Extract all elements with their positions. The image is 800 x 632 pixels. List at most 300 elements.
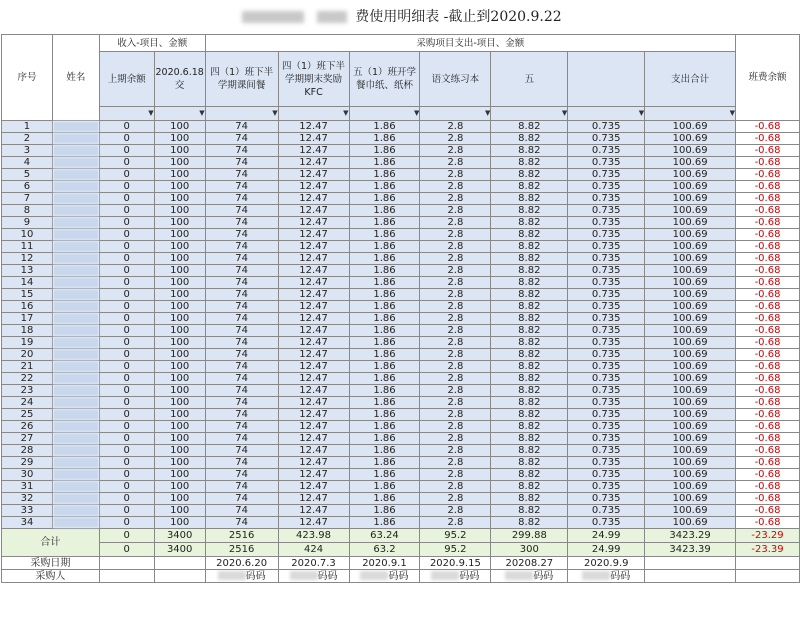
- table-cell: 0: [99, 337, 154, 349]
- table-cell: 8.82: [491, 241, 568, 253]
- table-cell: 2.8: [420, 181, 491, 193]
- table-cell: 100: [154, 445, 205, 457]
- table-cell: 100.69: [645, 181, 736, 193]
- column-header[interactable]: 四（1）班下半学期课间餐: [205, 52, 278, 107]
- table-cell: 0.735: [568, 217, 645, 229]
- table-cell: 74: [205, 325, 278, 337]
- table-cell: 1.86: [349, 409, 420, 421]
- table-row: [2, 421, 800, 433]
- table-cell: 74: [205, 289, 278, 301]
- table-cell: 100: [154, 433, 205, 445]
- table-cell: 8.82: [491, 205, 568, 217]
- table-cell: 12.47: [278, 481, 349, 493]
- table-cell: 100: [154, 349, 205, 361]
- table-cell: -0.68: [736, 193, 800, 205]
- redacted-text: [242, 11, 304, 23]
- table-cell: 31: [2, 481, 53, 493]
- filter-cell[interactable]: [491, 107, 568, 121]
- table-cell: 2.8: [420, 301, 491, 313]
- redacted-name-cell: [52, 397, 99, 409]
- empty-cell: [99, 570, 154, 583]
- table-cell: 0.735: [568, 193, 645, 205]
- total-cell: 95.2: [420, 543, 491, 557]
- table-cell: 1.86: [349, 241, 420, 253]
- total-cell: 24.99: [568, 529, 645, 543]
- table-cell: 100.69: [645, 229, 736, 241]
- table-cell: -0.68: [736, 469, 800, 481]
- redacted-text: [218, 571, 246, 580]
- column-header[interactable]: 2020.6.18交: [154, 52, 205, 107]
- table-cell: 74: [205, 229, 278, 241]
- total-cell: 3423.29: [645, 529, 736, 543]
- redacted-name-cell: [52, 121, 99, 133]
- dropdown-arrow-icon[interactable]: ▼: [638, 109, 645, 117]
- redacted-name-cell: [52, 265, 99, 277]
- redacted-name-cell: [52, 373, 99, 385]
- table-cell: 100: [154, 361, 205, 373]
- table-cell: 29: [2, 457, 53, 469]
- buyer-row: [2, 570, 800, 583]
- table-cell: 12.47: [278, 313, 349, 325]
- table-cell: -0.68: [736, 313, 800, 325]
- table-cell: 8.82: [491, 517, 568, 529]
- table-cell: 1.86: [349, 349, 420, 361]
- table-cell: 100.69: [645, 505, 736, 517]
- table-cell: -0.68: [736, 253, 800, 265]
- table-cell: 1.86: [349, 145, 420, 157]
- redacted-name-cell: [52, 505, 99, 517]
- redacted-name-cell: [52, 253, 99, 265]
- filter-cell[interactable]: [420, 107, 491, 121]
- table-cell: -0.68: [736, 385, 800, 397]
- redacted-name-cell: [52, 241, 99, 253]
- buyer-name: [349, 570, 420, 583]
- table-cell: -0.68: [736, 409, 800, 421]
- table-cell: 0.735: [568, 445, 645, 457]
- filter-cell[interactable]: [99, 107, 154, 121]
- table-cell: -0.68: [736, 373, 800, 385]
- table-cell: 74: [205, 373, 278, 385]
- table-cell: 74: [205, 181, 278, 193]
- table-cell: 74: [205, 469, 278, 481]
- table-cell: 8.82: [491, 313, 568, 325]
- purchase-date-label: 采购日期: [2, 557, 100, 570]
- table-cell: -0.68: [736, 289, 800, 301]
- dropdown-arrow-icon[interactable]: ▼: [272, 109, 278, 117]
- table-cell: 8.82: [491, 505, 568, 517]
- table-cell: 100.69: [645, 397, 736, 409]
- table-cell: 100: [154, 517, 205, 529]
- table-cell: 1.86: [349, 265, 420, 277]
- table-cell: 100.69: [645, 169, 736, 181]
- table-cell: 12.47: [278, 325, 349, 337]
- table-cell: 0: [99, 409, 154, 421]
- empty-cell: [154, 557, 205, 570]
- table-cell: 0: [99, 361, 154, 373]
- table-cell: 27: [2, 433, 53, 445]
- table-cell: 12.47: [278, 229, 349, 241]
- table-cell: 100: [154, 157, 205, 169]
- table-cell: 0: [99, 145, 154, 157]
- table-row: [2, 505, 800, 517]
- buyer-name: [205, 570, 278, 583]
- table-cell: 2.8: [420, 205, 491, 217]
- table-cell: 0: [99, 421, 154, 433]
- table-cell: 74: [205, 433, 278, 445]
- table-cell: 8.82: [491, 253, 568, 265]
- redacted-name-cell: [52, 157, 99, 169]
- redacted-name-cell: [52, 469, 99, 481]
- table-cell: 0: [99, 481, 154, 493]
- table-cell: 14: [2, 277, 53, 289]
- table-cell: 2.8: [420, 517, 491, 529]
- table-row: [2, 217, 800, 229]
- column-header[interactable]: 语文练习本: [420, 52, 491, 107]
- total-cell: 24.99: [568, 543, 645, 557]
- total-cell: 2516: [205, 543, 278, 557]
- filter-cell[interactable]: [645, 107, 736, 121]
- table-cell: 100.69: [645, 493, 736, 505]
- total-cell: -23.29: [736, 529, 800, 543]
- table-cell: 74: [205, 397, 278, 409]
- table-cell: -0.68: [736, 241, 800, 253]
- total-cell: 63.2: [349, 543, 420, 557]
- buyer-suffix: 码码: [317, 570, 338, 582]
- dropdown-arrow-icon[interactable]: ▼: [199, 109, 205, 117]
- table-cell: 100.69: [645, 289, 736, 301]
- table-cell: 8.82: [491, 433, 568, 445]
- table-cell: 1.86: [349, 505, 420, 517]
- table-cell: 26: [2, 421, 53, 433]
- table-row: [2, 205, 800, 217]
- table-cell: 2.8: [420, 121, 491, 133]
- purchase-date: 2020.9.15: [420, 557, 491, 570]
- table-cell: 100: [154, 181, 205, 193]
- table-cell: 12.47: [278, 241, 349, 253]
- table-cell: 8.82: [491, 373, 568, 385]
- table-cell: 18: [2, 325, 53, 337]
- filter-cell[interactable]: [349, 107, 420, 121]
- redacted-name-cell: [52, 445, 99, 457]
- table-cell: 0.735: [568, 265, 645, 277]
- table-cell: 0: [99, 433, 154, 445]
- table-cell: 2.8: [420, 397, 491, 409]
- filter-cell[interactable]: [205, 107, 278, 121]
- table-cell: 100.69: [645, 361, 736, 373]
- table-cell: 74: [205, 217, 278, 229]
- redacted-name-cell: [52, 205, 99, 217]
- table-cell: -0.68: [736, 169, 800, 181]
- table-cell: 12.47: [278, 157, 349, 169]
- table-cell: 100.69: [645, 469, 736, 481]
- table-cell: 8.82: [491, 277, 568, 289]
- table-cell: 8.82: [491, 409, 568, 421]
- table-cell: 2.8: [420, 157, 491, 169]
- table-row: [2, 289, 800, 301]
- table-cell: 8.82: [491, 145, 568, 157]
- column-header[interactable]: 四（1）班下半学期期末奖励KFC: [278, 52, 349, 107]
- table-cell: 0.735: [568, 205, 645, 217]
- table-cell: -0.68: [736, 397, 800, 409]
- table-cell: 0.735: [568, 157, 645, 169]
- table-cell: 1.86: [349, 493, 420, 505]
- empty-cell: [99, 557, 154, 570]
- buyer-suffix: 码码: [459, 570, 480, 582]
- table-cell: 2.8: [420, 433, 491, 445]
- dropdown-arrow-icon[interactable]: ▼: [484, 109, 491, 117]
- column-header[interactable]: 上期余额: [99, 52, 154, 107]
- table-cell: 2.8: [420, 241, 491, 253]
- table-cell: 12.47: [278, 493, 349, 505]
- table-row: [2, 277, 800, 289]
- dropdown-arrow-icon[interactable]: ▼: [343, 109, 349, 117]
- empty-cell: [154, 570, 205, 583]
- total-cell: 3400: [154, 529, 205, 543]
- table-row: [2, 241, 800, 253]
- table-cell: 0: [99, 121, 154, 133]
- redacted-name-cell: [52, 313, 99, 325]
- table-cell: 2.8: [420, 493, 491, 505]
- table-cell: 1.86: [349, 433, 420, 445]
- table-cell: 12.47: [278, 469, 349, 481]
- table-cell: 100.69: [645, 457, 736, 469]
- header-seq: 序号: [2, 35, 53, 121]
- table-cell: 100: [154, 193, 205, 205]
- redacted-name-cell: [52, 349, 99, 361]
- table-cell: -0.68: [736, 205, 800, 217]
- table-cell: 0.735: [568, 409, 645, 421]
- dropdown-arrow-icon[interactable]: ▼: [729, 109, 736, 117]
- empty-cell: [736, 570, 800, 583]
- table-cell: 74: [205, 121, 278, 133]
- table-cell: 12.47: [278, 181, 349, 193]
- table-cell: 0: [99, 169, 154, 181]
- table-cell: 100: [154, 205, 205, 217]
- table-cell: 8.82: [491, 121, 568, 133]
- table-cell: 8.82: [491, 361, 568, 373]
- table-cell: -0.68: [736, 493, 800, 505]
- redacted-name-cell: [52, 193, 99, 205]
- table-cell: 2.8: [420, 469, 491, 481]
- table-cell: 8.82: [491, 493, 568, 505]
- table-cell: 0.735: [568, 145, 645, 157]
- table-cell: -0.68: [736, 337, 800, 349]
- table-cell: 28: [2, 445, 53, 457]
- table-cell: 100: [154, 325, 205, 337]
- table-cell: 100.69: [645, 481, 736, 493]
- table-cell: 0: [99, 349, 154, 361]
- total-cell: 3400: [154, 543, 205, 557]
- table-cell: 12.47: [278, 301, 349, 313]
- table-cell: 1.86: [349, 385, 420, 397]
- table-row: [2, 229, 800, 241]
- redacted-name-cell: [52, 385, 99, 397]
- table-row: [2, 481, 800, 493]
- purchase-date: 2020.6.20: [205, 557, 278, 570]
- dropdown-arrow-icon[interactable]: ▼: [561, 109, 568, 117]
- column-header[interactable]: 五（1）班开学餐巾纸、纸杯: [349, 52, 420, 107]
- table-cell: 100: [154, 217, 205, 229]
- table-cell: 12.47: [278, 517, 349, 529]
- table-cell: 1.86: [349, 517, 420, 529]
- table-cell: 12.47: [278, 217, 349, 229]
- table-cell: 0.735: [568, 181, 645, 193]
- table-cell: 100.69: [645, 193, 736, 205]
- table-row: [2, 409, 800, 421]
- table-cell: 9: [2, 217, 53, 229]
- table-cell: 12.47: [278, 253, 349, 265]
- table-row: [2, 457, 800, 469]
- buyer-name: [568, 570, 645, 583]
- table-cell: 74: [205, 493, 278, 505]
- table-cell: 15: [2, 289, 53, 301]
- table-cell: 2.8: [420, 325, 491, 337]
- table-cell: 0.735: [568, 337, 645, 349]
- redacted-name-cell: [52, 517, 99, 529]
- table-cell: 8.82: [491, 181, 568, 193]
- table-row: [2, 433, 800, 445]
- table-cell: 0: [99, 517, 154, 529]
- buyer-suffix: 码码: [533, 570, 554, 582]
- total-row: [2, 543, 800, 557]
- redacted-name-cell: [52, 301, 99, 313]
- table-cell: 100.69: [645, 421, 736, 433]
- table-cell: 100: [154, 385, 205, 397]
- table-cell: 0.735: [568, 169, 645, 181]
- table-cell: 0: [99, 289, 154, 301]
- column-header[interactable]: 五: [491, 52, 568, 107]
- table-cell: -0.68: [736, 145, 800, 157]
- table-cell: 8.82: [491, 385, 568, 397]
- redacted-text: [582, 571, 610, 580]
- table-cell: 100: [154, 253, 205, 265]
- table-cell: 4: [2, 157, 53, 169]
- table-row: [2, 265, 800, 277]
- table-cell: 1.86: [349, 457, 420, 469]
- filter-cell[interactable]: [154, 107, 205, 121]
- table-cell: 100.69: [645, 373, 736, 385]
- table-cell: 2.8: [420, 481, 491, 493]
- total-cell: 299.88: [491, 529, 568, 543]
- buyer-suffix: 码码: [388, 570, 409, 582]
- table-cell: 0: [99, 181, 154, 193]
- expense-table: [1, 34, 800, 583]
- redacted-name-cell: [52, 133, 99, 145]
- table-row: [2, 313, 800, 325]
- redacted-text: [431, 571, 459, 580]
- table-cell: 74: [205, 337, 278, 349]
- dropdown-arrow-icon[interactable]: ▼: [148, 109, 154, 117]
- table-cell: 2.8: [420, 229, 491, 241]
- table-cell: 0: [99, 133, 154, 145]
- table-row: [2, 121, 800, 133]
- table-cell: 100: [154, 145, 205, 157]
- table-cell: 8.82: [491, 481, 568, 493]
- table-cell: 0: [99, 385, 154, 397]
- table-cell: 1.86: [349, 217, 420, 229]
- table-cell: -0.68: [736, 361, 800, 373]
- column-header[interactable]: 支出合计: [645, 52, 736, 107]
- column-header[interactable]: [568, 52, 645, 107]
- table-cell: 1.86: [349, 481, 420, 493]
- dropdown-arrow-icon[interactable]: ▼: [414, 109, 420, 117]
- table-cell: 0.735: [568, 493, 645, 505]
- table-cell: 12.47: [278, 133, 349, 145]
- table-cell: 74: [205, 421, 278, 433]
- redacted-name-cell: [52, 277, 99, 289]
- table-cell: 74: [205, 205, 278, 217]
- table-cell: 8: [2, 205, 53, 217]
- redacted-name-cell: [52, 229, 99, 241]
- table-cell: 2.8: [420, 169, 491, 181]
- table-cell: 0.735: [568, 133, 645, 145]
- table-cell: 0.735: [568, 241, 645, 253]
- redacted-name-cell: [52, 361, 99, 373]
- table-cell: -0.68: [736, 517, 800, 529]
- table-cell: 0.735: [568, 373, 645, 385]
- table-cell: 12.47: [278, 445, 349, 457]
- table-cell: 1.86: [349, 157, 420, 169]
- table-cell: 8.82: [491, 469, 568, 481]
- table-cell: -0.68: [736, 505, 800, 517]
- table-cell: 0.735: [568, 469, 645, 481]
- total-cell: 423.98: [278, 529, 349, 543]
- table-cell: 100: [154, 421, 205, 433]
- table-cell: 74: [205, 193, 278, 205]
- filter-cell[interactable]: [278, 107, 349, 121]
- table-cell: 74: [205, 301, 278, 313]
- table-cell: 100.69: [645, 349, 736, 361]
- page-title: [0, 0, 800, 34]
- table-cell: 12.47: [278, 349, 349, 361]
- table-row: [2, 349, 800, 361]
- table-cell: -0.68: [736, 265, 800, 277]
- total-label: 合计: [2, 529, 100, 557]
- table-row: [2, 325, 800, 337]
- table-cell: 100.69: [645, 253, 736, 265]
- table-cell: 74: [205, 349, 278, 361]
- empty-cell: [645, 557, 736, 570]
- table-cell: 33: [2, 505, 53, 517]
- table-row: [2, 253, 800, 265]
- table-cell: 0.735: [568, 325, 645, 337]
- table-cell: 100: [154, 277, 205, 289]
- table-cell: -0.68: [736, 121, 800, 133]
- redacted-name-cell: [52, 457, 99, 469]
- table-cell: 1.86: [349, 289, 420, 301]
- table-cell: 100.69: [645, 385, 736, 397]
- total-cell: 424: [278, 543, 349, 557]
- table-cell: 1.86: [349, 121, 420, 133]
- table-cell: 30: [2, 469, 53, 481]
- buyer-suffix: 码码: [610, 570, 631, 582]
- table-cell: -0.68: [736, 433, 800, 445]
- purchase-date: 2020.9.1: [349, 557, 420, 570]
- filter-cell[interactable]: [568, 107, 645, 121]
- table-row: [2, 145, 800, 157]
- header-name: 姓名: [52, 35, 99, 121]
- table-cell: 2.8: [420, 337, 491, 349]
- table-cell: 100.69: [645, 121, 736, 133]
- table-cell: 12.47: [278, 505, 349, 517]
- table-cell: 0: [99, 469, 154, 481]
- empty-cell: [736, 557, 800, 570]
- table-cell: 100: [154, 229, 205, 241]
- header-income-group: 收入-项目、金额: [99, 35, 205, 52]
- table-cell: 100.69: [645, 133, 736, 145]
- table-cell: 100.69: [645, 217, 736, 229]
- table-cell: 7: [2, 193, 53, 205]
